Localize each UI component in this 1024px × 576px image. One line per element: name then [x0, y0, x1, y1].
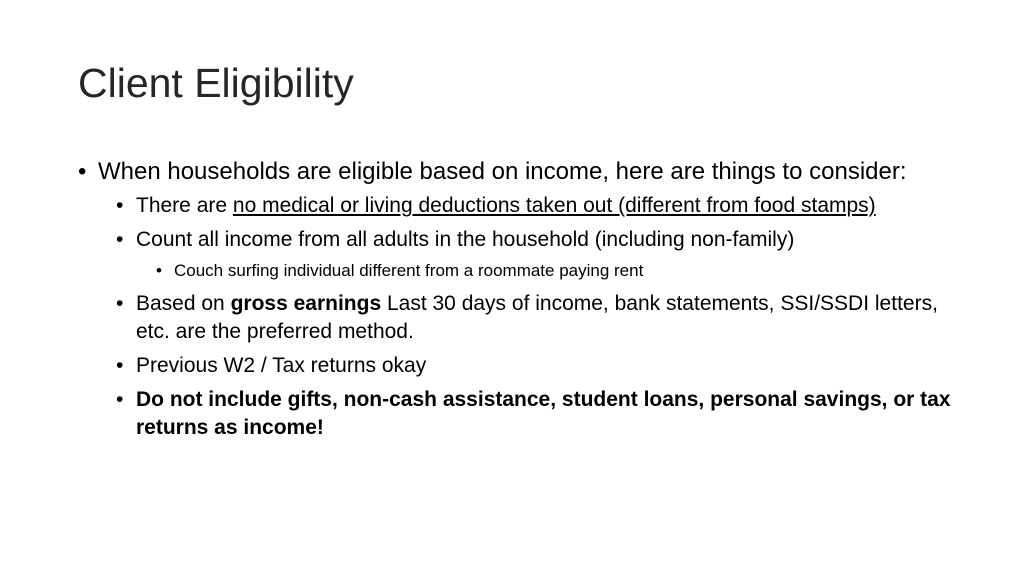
underlined-text: no medical or living deductions taken out (different from food stamps) — [232, 194, 876, 217]
bullet-dot-icon: • — [116, 354, 124, 377]
bullet-prefix: There are — [136, 194, 233, 217]
bullet-couch-surfing — [156, 260, 958, 282]
bold-text: gross earnings — [230, 292, 382, 315]
slide-body — [78, 156, 958, 448]
bullet-text: Count all income from all adults in the household (including non-family) — [136, 228, 795, 251]
bullet-dot-icon: • — [116, 194, 124, 217]
bullet-level1-eligibility — [78, 156, 958, 188]
bullet-no-deductions — [116, 192, 958, 220]
bullet-text: Previous W2 / Tax returns okay — [136, 354, 427, 377]
bullet-count-income — [116, 226, 958, 254]
bullet-prefix: Based on — [136, 292, 231, 315]
slide-title: Client Eligibility — [78, 60, 354, 106]
bullet-gross-earnings — [116, 290, 958, 346]
bullet-dot-icon: • — [116, 228, 124, 251]
bullet-w2-tax-returns — [116, 352, 958, 380]
bullet-do-not-include — [116, 386, 958, 442]
bullet-dot-icon: • — [116, 388, 124, 411]
bullet-suffix: Last 30 days of income, bank statements, SSI/SSDI letters, etc. are the preferred method. — [136, 292, 938, 343]
bullet-dot-icon: • — [156, 261, 162, 280]
bullet-dot-icon: • — [78, 158, 87, 185]
bold-text: Do not include gifts, non-cash assistance, student loans, personal savings, or tax returns as income! — [136, 388, 951, 439]
bullet-dot-icon: • — [116, 292, 124, 315]
bullet-text: When households are eligible based on income, here are things to consider: — [98, 158, 907, 185]
bullet-text: Couch surfing individual different from a roommate paying rent — [174, 261, 644, 280]
